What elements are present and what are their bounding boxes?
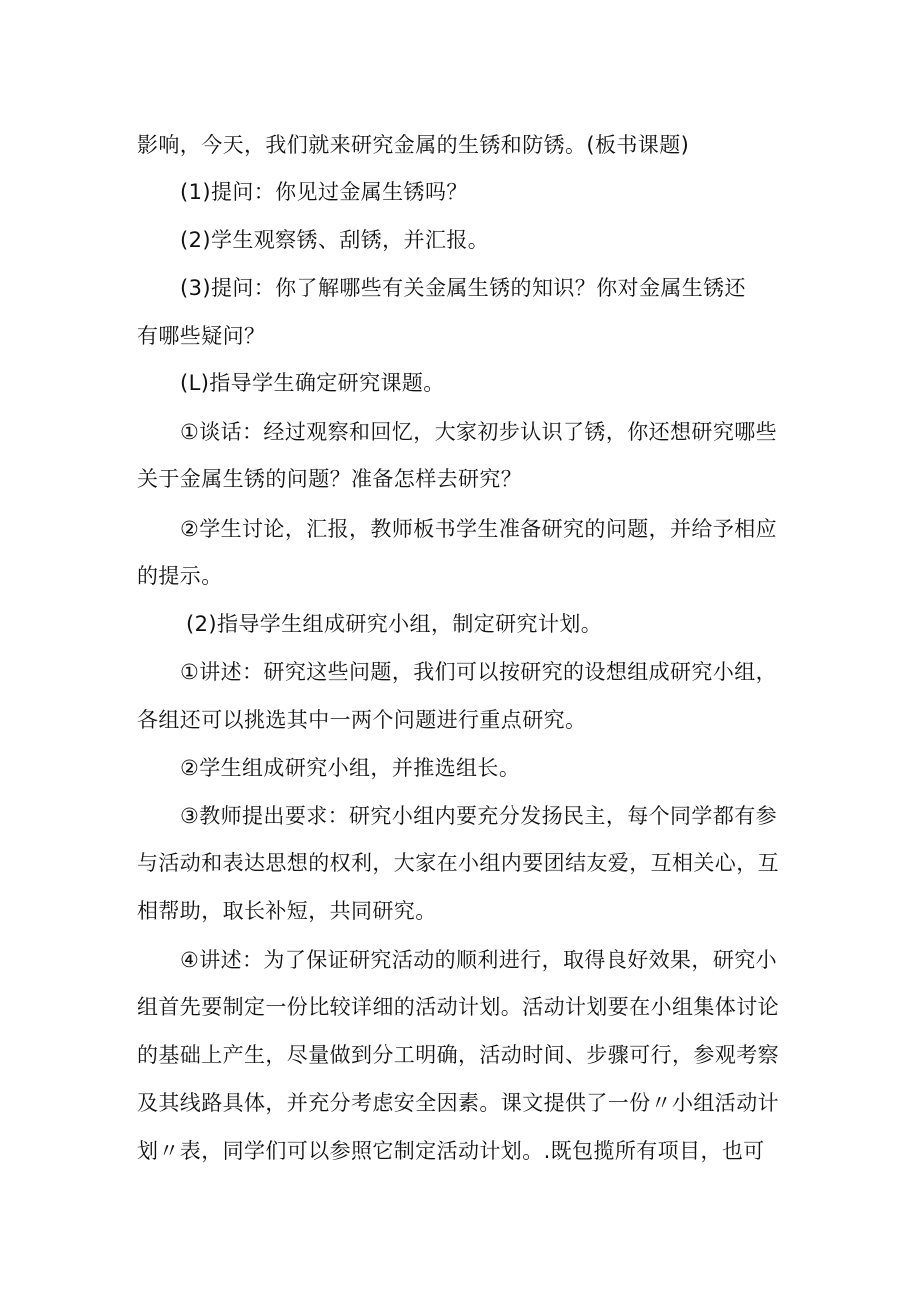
text-line-7: ①谈话：经过观察和回忆，大家初步认识了锈，你还想研究哪些 xyxy=(180,420,778,444)
text-line-22: 划〃表，同学们可以参照它制定活动计划。.既包揽所有项目，也可 xyxy=(137,1139,765,1163)
text-line-15: ③教师提出要求：研究小组内要充分发扬民主，每个同学都有参 xyxy=(180,804,778,828)
text-line-3: (2)学生观察锈、刮锈，并汇报。 xyxy=(180,228,490,252)
text-line-1: 影响，今天，我们就来研究金属的生锈和防锈。(板书课题) xyxy=(137,133,690,157)
text-line-4: (3)提问：你了解哪些有关金属生锈的知识？你对金属生锈还 xyxy=(180,276,746,300)
text-line-11: (2)指导学生组成研究小组，制定研究计划。 xyxy=(186,612,603,636)
text-line-13: 各组还可以挑选其中一两个问题进行重点研究。 xyxy=(137,708,587,732)
text-line-18: ④讲述：为了保证研究活动的顺利进行，取得良好效果，研究小 xyxy=(180,948,778,972)
text-line-9: ②学生讨论，汇报，教师板书学生准备研究的问题，并给予相应 xyxy=(180,517,778,541)
text-line-20: 的基础上产生，尽量做到分工明确，活动时间、步骤可行，参观考察 xyxy=(137,1043,779,1067)
text-line-16: 与活动和表达思想的权利，大家在小组内要团结友爱，互相关心，互 xyxy=(137,851,779,875)
text-line-17: 相帮助，取长补短，共同研究。 xyxy=(137,899,437,923)
text-line-12: ①讲述：研究这些问题，我们可以按研究的设想组成研究小组， xyxy=(180,660,778,684)
text-line-14: ②学生组成研究小组，并推选组长。 xyxy=(180,756,521,780)
text-line-2: (1)提问：你见过金属生锈吗？ xyxy=(180,180,468,204)
text-line-21: 及其线路具体，并充分考虑安全因素。课文提供了一份〃小组活动计 xyxy=(137,1091,779,1115)
text-line-6: (L)指导学生确定研究课题。 xyxy=(180,371,445,395)
text-line-8: 关于金属生锈的问题？准备怎样去研究？ xyxy=(137,467,523,491)
text-line-10: 的提示。 xyxy=(137,564,223,588)
text-line-19: 组首先要制定一份比较详细的活动计划。活动计划要在小组集体讨论 xyxy=(137,995,779,1019)
text-line-5: 有哪些疑问？ xyxy=(137,324,266,348)
